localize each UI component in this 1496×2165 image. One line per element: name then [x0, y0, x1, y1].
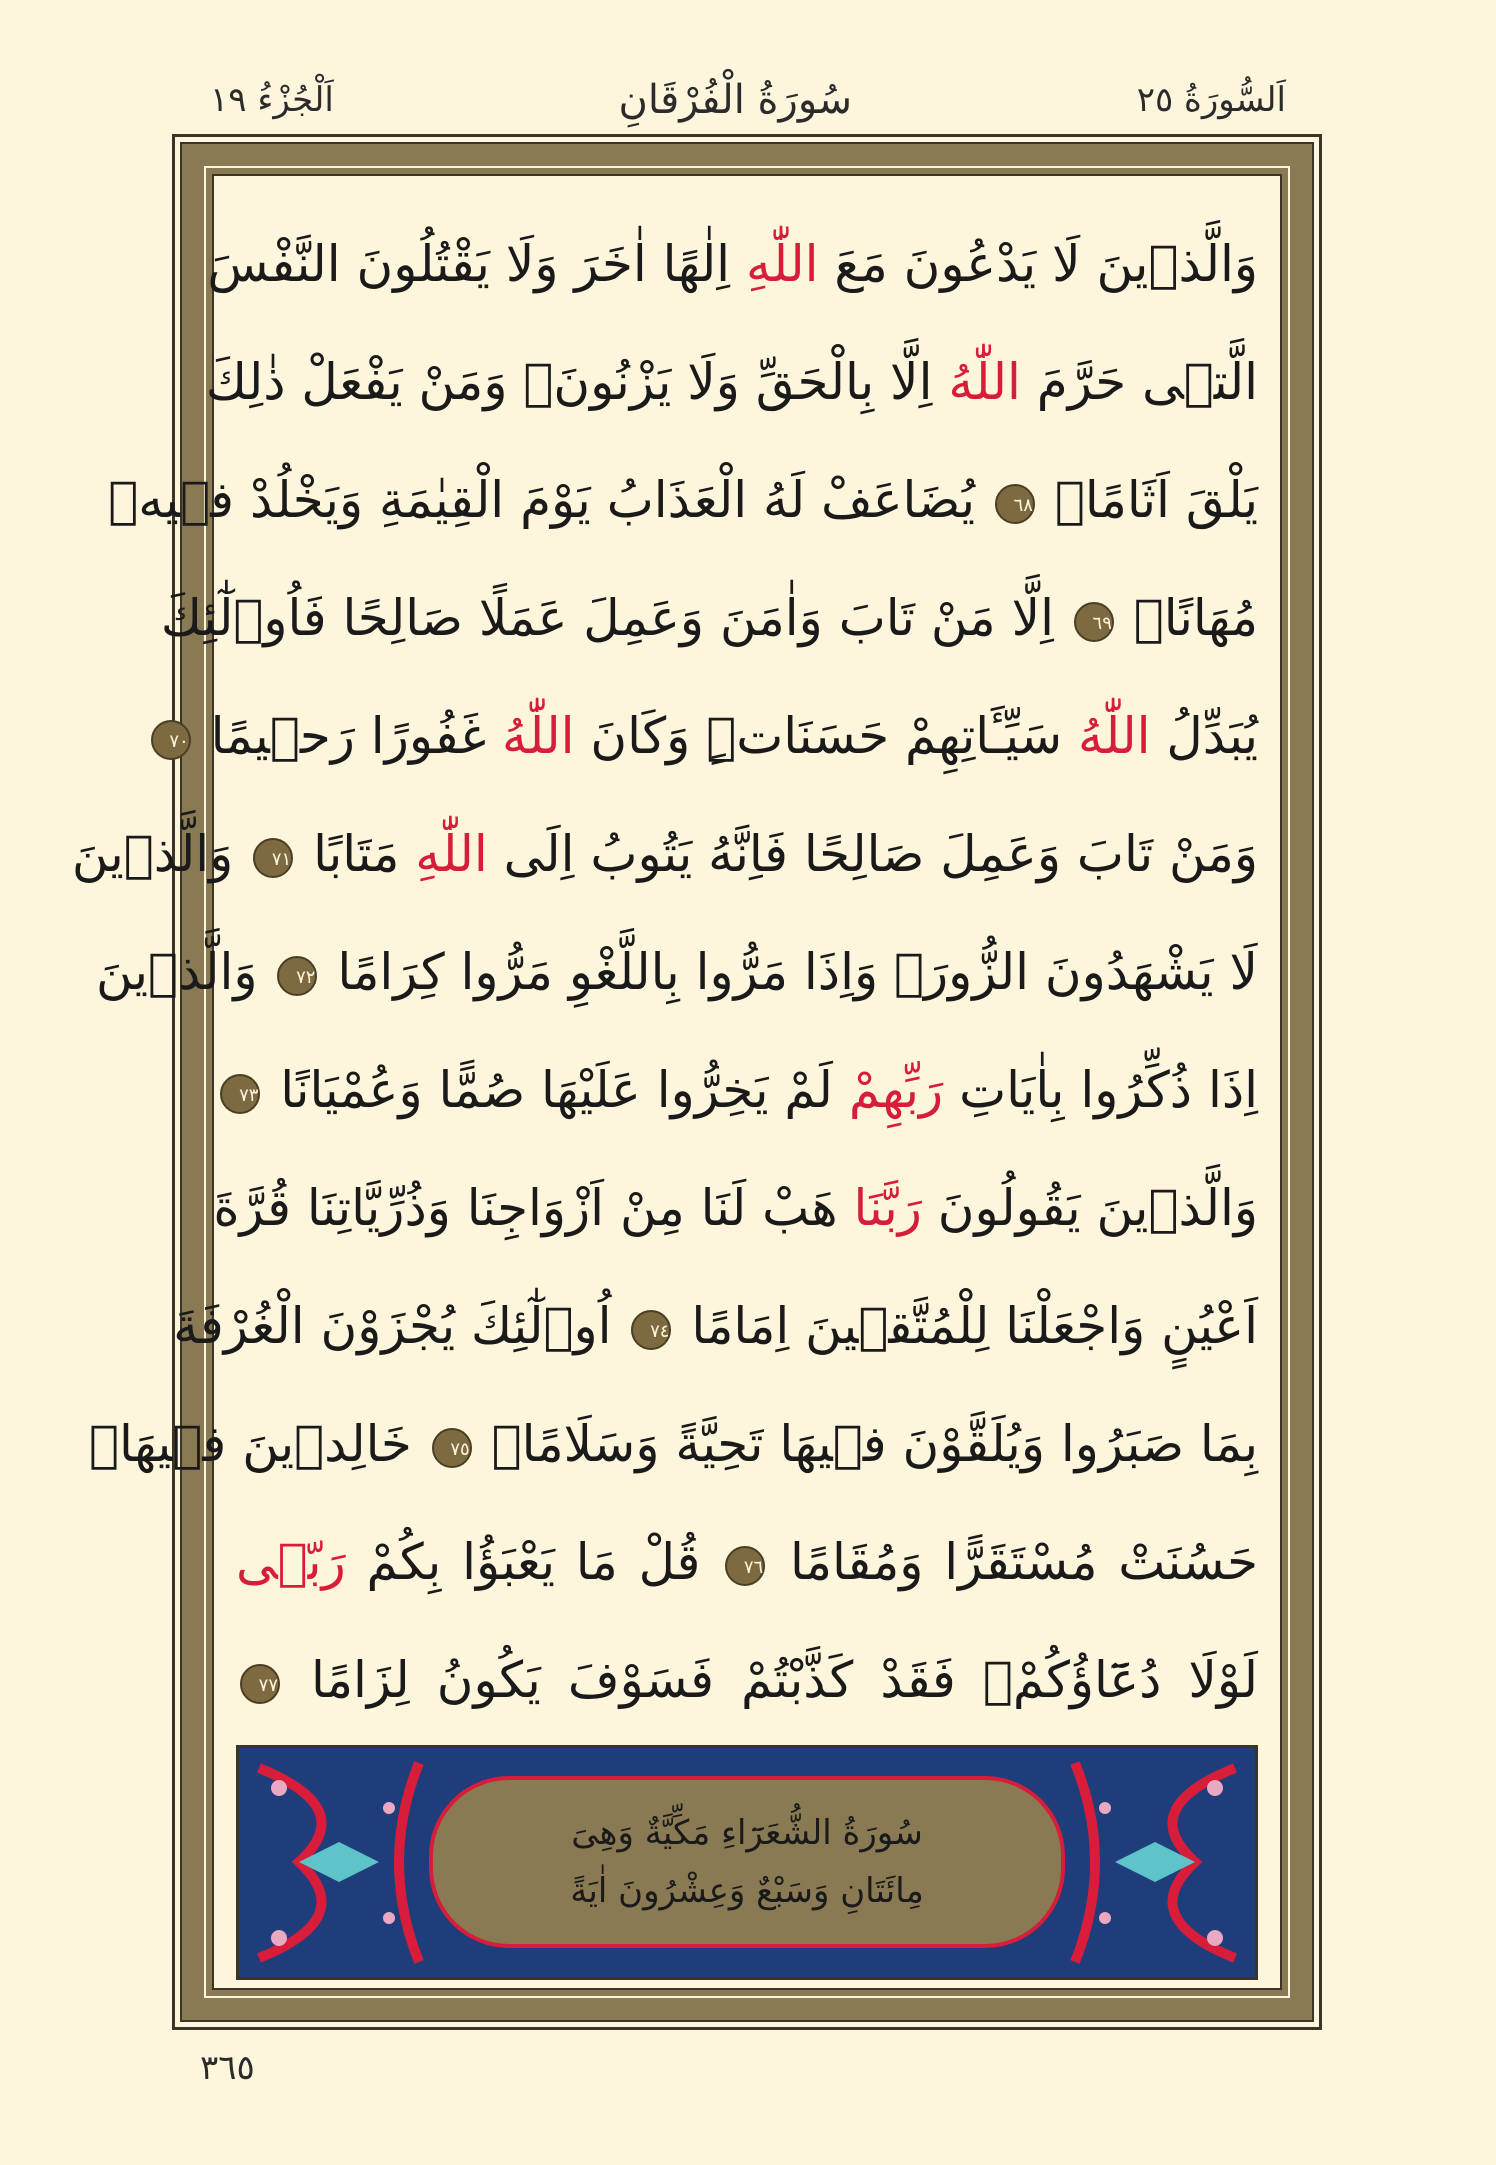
verse-text: وَمَنْ تَابَ وَعَمِلَ صَالِحًا فَاِنَّهُ يَتُوبُ اِلَى: [487, 825, 1258, 883]
verse-text: لَمْ يَخِرُّوا عَلَيْهَا صُمًّا وَعُمْيَانًا: [264, 1061, 849, 1119]
verse-text: اِلَّا مَنْ تَابَ وَاٰمَنَ وَعَمِلَ عَمَلًا صَالِحًا فَاُو۬لٰٓئِكَ: [160, 589, 1070, 647]
next-surah-header: [236, 1745, 1258, 1980]
verse-text: مَتَابًا: [297, 825, 416, 883]
surah-number-label: اَلسُّورَةُ ٢٥: [1136, 80, 1286, 120]
ayah-number-marker: ٦٨: [995, 484, 1035, 524]
verse-text: لَوْلَا دُعَٓاؤُكُمْۚ فَقَدْ كَذَّبْتُمْ فَسَوْفَ يَكُونُ لِزَامًا: [284, 1651, 1258, 1709]
highlighted-word: اللّٰهِ: [415, 825, 488, 883]
highlighted-word: اللّٰهِ: [745, 235, 819, 293]
ayah-number-marker: ٧٢: [277, 956, 317, 996]
verse-text: اَعْيُنٍ وَاجْعَلْنَا لِلْمُتَّقٖينَ اِمَامًا: [675, 1297, 1258, 1355]
verse-text: اِلَّا بِالْحَقِّ وَلَا يَزْنُونَۚ وَمَنْ يَفْعَلْ ذٰلِكَ: [205, 353, 949, 411]
verse-text: وَالَّذٖينَ: [71, 825, 250, 883]
verse-text: هَبْ لَنَا مِنْ اَزْوَاجِنَا وَذُرِّيَّاتِنَا قُرَّةَ: [213, 1179, 854, 1237]
verse-text: خَالِدٖينَ فٖيهَاۜ: [89, 1415, 428, 1473]
verse-line: [236, 1621, 1258, 1739]
verse-line: [173, 1267, 1258, 1385]
ayah-number-marker: ٧٠: [151, 720, 191, 760]
verse-line: [213, 1149, 1258, 1267]
verse-line: [236, 1031, 1258, 1149]
highlighted-word: رَبِّهِمْ: [848, 1061, 944, 1119]
verse-line: [236, 1503, 1258, 1621]
verse-line: [96, 913, 1258, 1031]
verse-block: [71, 205, 1258, 1739]
ayah-number-marker: ٧٧: [240, 1664, 280, 1704]
surah-info-line-2: مِائَتَانِ وَسَبْعٌ وَعِشْرُونَ اٰيَةً: [570, 1871, 924, 1911]
verse-text: يُضَاعَفْ لَهُ الْعَذَابُ يَوْمَ الْقِيٰمَةِ وَيَخْلُدْ فٖيهٖ: [108, 471, 991, 529]
highlighted-word: اللّٰهُ: [948, 353, 1021, 411]
verse-text: اُو۬لٰٓئِكَ يُجْزَوْنَ الْغُرْفَةَ: [173, 1297, 628, 1355]
verse-text: وَالَّذٖينَ: [96, 943, 274, 1001]
ayah-number-marker: ٧٤: [631, 1310, 671, 1350]
ayah-number-marker: ٦٩: [1074, 602, 1114, 642]
verse-text: غَفُورًا رَحٖيمًا: [194, 707, 503, 765]
surah-info-line-1: سُورَةُ الشُّعَرَٓاءِ مَكِّيَّةٌ وَهِىَ: [571, 1813, 923, 1853]
verse-line: [205, 323, 1258, 441]
ayah-number-marker: ٧١: [253, 838, 293, 878]
verse-line: [108, 441, 1258, 559]
verse-text: بِمَا صَبَرُوا وَيُلَقَّوْنَ فٖيهَا تَحِيَّةً وَسَلَامًاۙ: [475, 1415, 1258, 1473]
verse-text: الَّتٖى حَرَّمَ: [1020, 353, 1258, 411]
verse-text: حَسُنَتْ مُسْتَقَرًّا وَمُقَامًا: [769, 1533, 1258, 1591]
surah-info-cartouche: [429, 1776, 1065, 1948]
verse-text: وَالَّذٖينَ لَا يَدْعُونَ مَعَ: [818, 235, 1258, 293]
verse-text: يُبَدِّلُ: [1150, 707, 1258, 765]
highlighted-word: اللّٰهُ: [1078, 707, 1151, 765]
ayah-number-marker: ٧٦: [725, 1546, 765, 1586]
verse-text: قُلْ مَا يَعْبَؤُا بِكُمْ: [345, 1533, 722, 1591]
verse-text: وَالَّذٖينَ يَقُولُونَ: [921, 1179, 1258, 1237]
verse-line: [160, 559, 1258, 677]
verse-line: [89, 1385, 1258, 1503]
highlighted-word: رَبَّنَا: [853, 1179, 922, 1237]
page-number: ٣٦٥: [200, 2048, 255, 2088]
page-header: [210, 70, 1286, 130]
verse-text: اِذَا ذُكِّرُوا بِاٰيَاتِ: [943, 1061, 1258, 1119]
ayah-number-marker: ٧٣: [220, 1074, 260, 1114]
juz-label: اَلْجُزْءُ ١٩: [210, 80, 334, 120]
surah-title: سُورَةُ الْفُرْقَانِ: [618, 77, 853, 123]
ayah-number-marker: ٧٥: [432, 1428, 472, 1468]
verse-text: لَا يَشْهَدُونَ الزُّورَۙ وَاِذَا مَرُّوا بِاللَّغْوِ مَرُّوا كِرَامًا: [321, 943, 1258, 1001]
verse-line: [71, 795, 1258, 913]
verse-text: اِلٰهًا اٰخَرَ وَلَا يَقْتُلُونَ النَّفْسَ: [207, 235, 746, 293]
verse-text: يَلْقَ اَثَامًاۙ: [1038, 471, 1258, 529]
highlighted-word: رَبّٖى: [236, 1533, 346, 1591]
verse-line: [207, 205, 1258, 323]
verse-text: مُهَانًاۗ: [1117, 589, 1258, 647]
highlighted-word: اللّٰهُ: [502, 707, 575, 765]
verse-text: سَيِّـَٔاتِهِمْ حَسَنَاتٍۜ وَكَانَ: [574, 707, 1079, 765]
verse-line: [169, 677, 1258, 795]
